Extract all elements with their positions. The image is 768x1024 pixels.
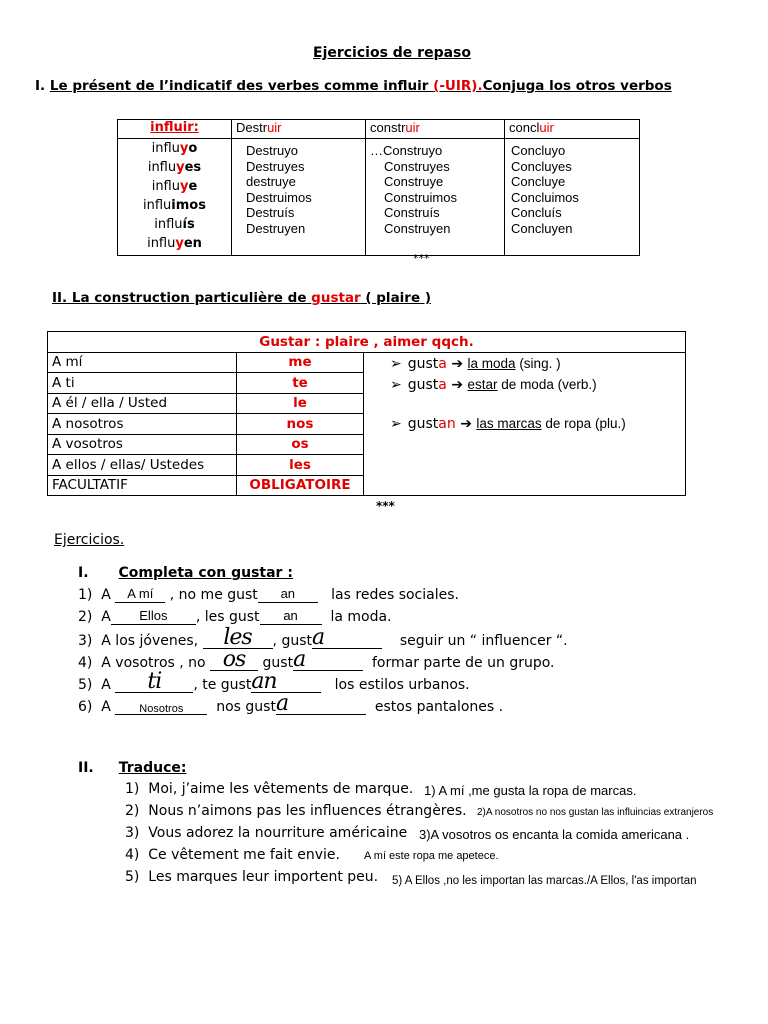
header-concluir: concluir [505,120,640,139]
concluir-form: Concluye [511,174,566,189]
construir-form: Construimos [384,189,457,205]
section-1-heading [35,78,672,94]
bullet-arrow-icon: ➢ [390,355,402,372]
gustar-pronoun: nos [237,414,364,435]
construir-form: Construyen [384,220,451,236]
construir-form: Construís [384,205,440,220]
bullet-arrow-icon: ➢ [390,376,402,393]
answer-blank[interactable]: os [210,652,258,671]
arrow-right-icon: ➔ [451,376,464,393]
influir-form: influyo [151,141,198,156]
influir-form: influyen [147,236,202,251]
exercise-1-item: 3) A los jóvenes, les , gusta seguir un “ influencer “. [78,625,568,650]
usage-bullet: ➢ gustan ➔ las marcas de ropa (plu.) [390,415,626,432]
concluir-forms [505,139,640,256]
translate-item: 3) Vous adorez la nourriture américaine [125,825,408,841]
answer-blank[interactable]: a [276,696,366,715]
influir-form: influye [151,179,198,194]
gustar-pronoun: le [237,393,364,414]
gustar-usage-notes [364,352,686,496]
answer-blank[interactable]: Nosotros [115,698,207,715]
separator-stars: *** [413,252,430,265]
gustar-table-header: Gustar : plaire , aimer qqch. [48,332,686,353]
influir-form: influimos [143,198,206,213]
gustar-subject: A mí [48,352,237,373]
destruir-form: Destruyo [246,143,299,158]
separator-stars: *** [376,499,395,513]
exercise-1-item: 4) A vosotros , no os gusta formar parte de un grupo. [78,647,555,672]
answer-blank[interactable]: les [203,630,273,649]
destruir-form: destruye [246,174,296,189]
arrow-right-icon: ➔ [451,355,464,372]
gustar-pronoun: les [237,455,364,476]
translate-answer[interactable]: 3)A vosotros os encanta la comida americana . [419,827,690,842]
answer-blank[interactable]: an [251,674,321,693]
gustar-subject: A nosotros [48,414,237,435]
translate-answer[interactable]: 1) A mí ,me gusta la ropa de marcas. [424,783,637,798]
conjugation-table [117,119,640,256]
translate-item: 4) Ce vêtement me fait envie. [125,847,340,863]
gustar-subject: FACULTATIF [48,475,237,496]
translate-answer[interactable]: 2)A nosotros no nos gustan las influincias extranjeros [477,807,714,818]
bullet-arrow-icon: ➢ [390,415,402,432]
gustar-pronoun: me [237,352,364,373]
construir-form: Construye [384,174,444,189]
gustar-subject: A ellos / ellas/ Ustedes [48,455,237,476]
translate-answer[interactable]: A mí este ropa me apetece. [364,850,499,862]
influir-form: influyes [147,160,202,175]
usage-bullet: ➢ gusta ➔ la moda (sing. ) [390,355,561,372]
gustar-pronoun: os [237,434,364,455]
exercise-1-item: 2) A Ellos , les gust an la moda. [78,608,392,625]
destruir-form: Destruís [246,205,295,220]
translate-item: 5) Les marques leur importent peu. [125,869,379,885]
gustar-subject: A vosotros [48,434,237,455]
section-1-text: Le présent de l’indicatif des verbes comme influir (-UIR).Conjuga los otros verbos [49,78,672,94]
destruir-form: Destruimos [246,189,312,205]
gustar-pronoun: te [237,373,364,394]
gustar-subject: A él / ella / Usted [48,393,237,414]
answer-blank[interactable]: ti [115,674,193,693]
destruir-form: Destruyes [246,158,305,174]
exercise-1-item: 6) A Nosotros nos gusta estos pantalones . [78,691,504,716]
arrow-right-icon: ➔ [460,415,472,432]
exercises-title: Ejercicios. [54,532,125,548]
exercise-2-heading: II. Traduce: [78,760,187,776]
influir-forms [118,139,232,256]
concluir-form: Concluyen [511,220,573,236]
destruir-form: Destruyen [246,220,306,236]
translate-item: 2) Nous n’aimons pas les influences étrangères. [125,803,467,819]
header-construir: construir [366,120,505,139]
answer-blank[interactable]: an [260,608,322,625]
gustar-pronoun: OBLIGATOIRE [237,475,364,496]
section-1-numeral: I. [35,78,46,94]
concluir-form: Concluís [511,205,562,220]
translate-answer[interactable]: 5) A Ellos ,no les importan las marcas./A Ellos, l'as importan [392,875,697,887]
answer-blank[interactable]: a [312,630,382,649]
construir-forms [366,139,505,256]
influir-form: influís [154,217,195,232]
answer-blank[interactable]: A mí [115,586,165,603]
answer-blank[interactable]: a [293,652,363,671]
construir-form: …Construyo [370,143,443,158]
page-title: Ejercicios de repaso [313,45,471,61]
usage-bullet: ➢ gusta ➔ estar de moda (verb.) [390,376,597,393]
answer-blank[interactable]: Ellos [111,608,196,625]
exercise-1-item: 1) A A mí , no me gust an las redes sociales. [78,586,459,603]
exercise-1-heading: I. Completa con gustar : [78,565,293,581]
answer-blank[interactable]: an [258,586,318,603]
gustar-subject: A ti [48,373,237,394]
section-2-heading: II. La construction particulière de gustar ( plaire ) [52,290,431,306]
concluir-form: Concluyo [511,143,566,158]
concluir-form: Concluyes [511,158,572,174]
concluir-form: Concluimos [511,189,579,205]
translate-item: 1) Moi, j’aime les vêtements de marque. [125,781,414,797]
header-destruir: Destruir [232,120,366,139]
destruir-forms [232,139,366,256]
exercise-1-item: 5) A ti , te gustan los estilos urbanos. [78,669,470,694]
header-influir: influir: [118,120,232,139]
construir-form: Construyes [384,158,450,174]
gustar-table [47,331,686,496]
